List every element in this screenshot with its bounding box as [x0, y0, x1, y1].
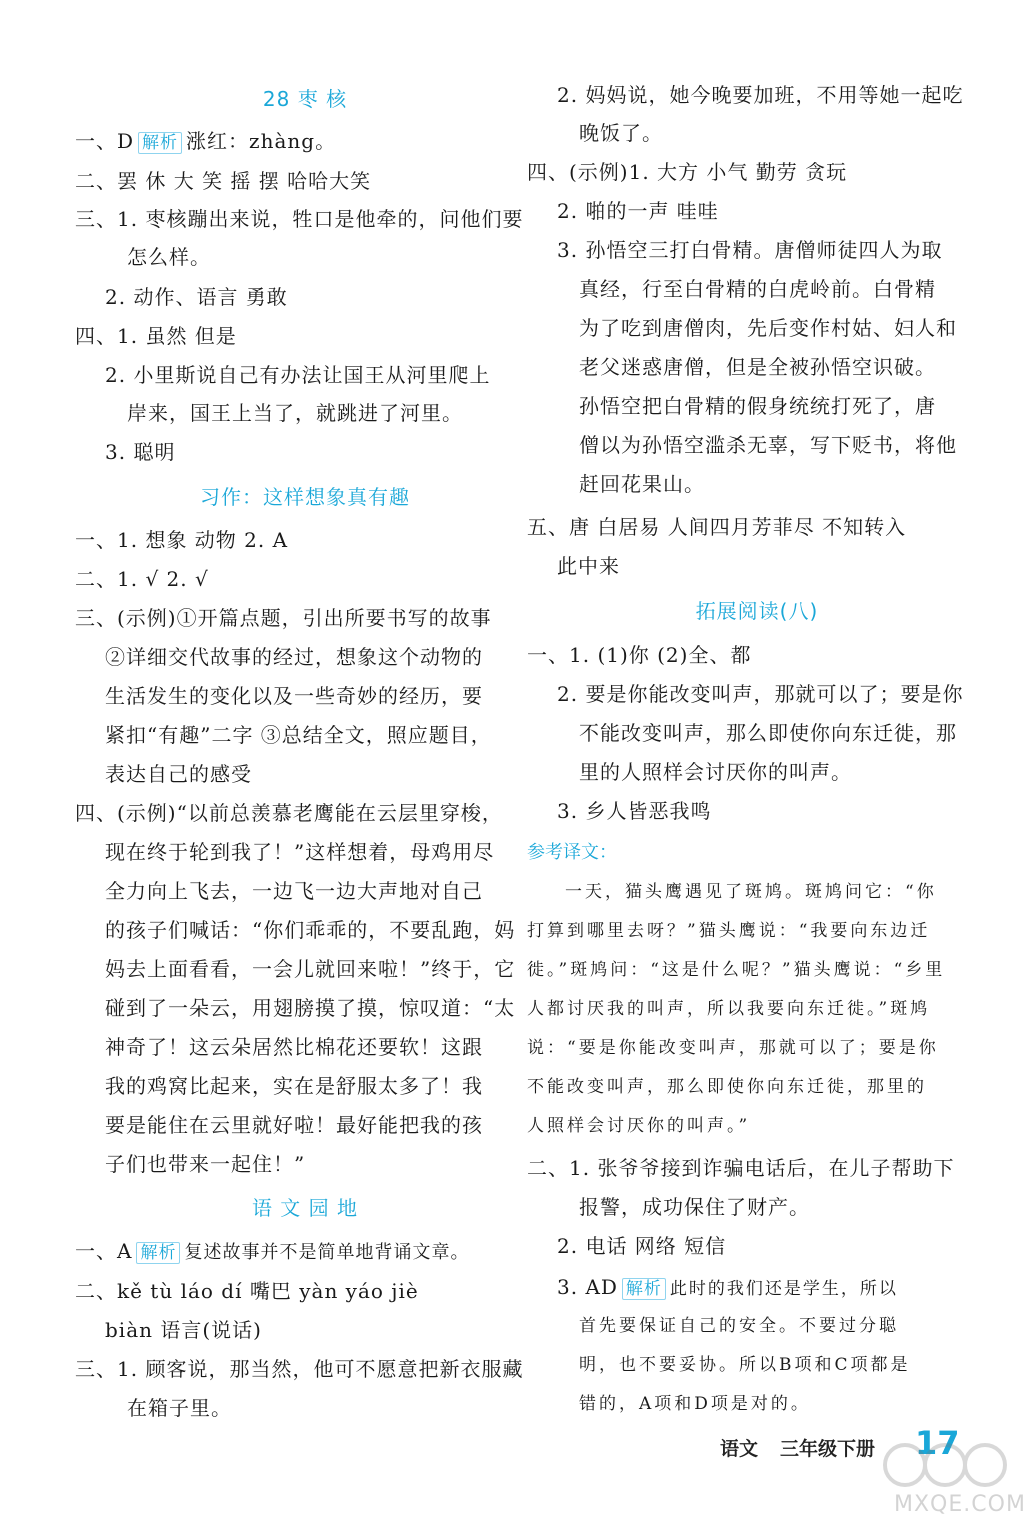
- answer-line: 二、1. √ 2. √: [75, 567, 209, 591]
- composition-title: 习作：这样想象真有趣: [200, 485, 410, 509]
- answer-line: 2. 电话 网络 短信: [557, 1234, 727, 1258]
- answer-line: 碰到了一朵云，用翅膀摸了摸，惊叹道：“太: [105, 996, 516, 1020]
- answer-line: 2. 要是你能改变叫声，那就可以了；要是你: [557, 682, 964, 706]
- answer-line: 全力向上飞去，一边飞一边大声地对自己: [105, 879, 483, 903]
- answer-line: 五、唐 白居易 人间四月芳菲尽 不知转入: [527, 515, 907, 539]
- watermark-url: MXQE.COM: [894, 1492, 1026, 1517]
- answer-line: 孙悟空把白骨精的假身统统打死了，唐: [579, 394, 936, 418]
- analysis-tag: 解析: [138, 132, 182, 154]
- answer-line: 僧以为孙悟空滥杀无辜，写下贬书，将他: [579, 433, 957, 457]
- answer-line: 子们也带来一起住！”: [105, 1152, 306, 1176]
- answer-line: 表达自己的感受: [105, 762, 252, 786]
- answer-line: biàn 语言(说话): [105, 1318, 262, 1342]
- grade-label: 三年级下册: [780, 1438, 876, 1460]
- answer-line: 此中来: [557, 554, 620, 578]
- answer-line: 2. 妈妈说，她今晚要加班，不用等她一起吃: [557, 83, 964, 107]
- answer-line: 四、(示例)1. 大方 小气 勤劳 贪玩: [527, 160, 848, 184]
- answer-line: 2. 小里斯说自己有办法让国王从河里爬上: [105, 363, 491, 387]
- answer-line: 二、1. 张爷爷接到诈骗电话后，在儿子帮助下: [527, 1156, 955, 1180]
- answer-line: 一、D 解析 涨红：zhàng。: [75, 129, 337, 153]
- translation-line: 人照样会讨厌你的叫声。”: [527, 1116, 751, 1136]
- analysis-tag: 解析: [136, 1242, 180, 1264]
- answer-line: 2. 啪的一声 哇哇: [557, 199, 719, 223]
- answer-line: 现在终于轮到我了！”这样想着，母鸡用尽: [105, 840, 495, 864]
- answer-line: 岸来，国王上当了，就跳进了河里。: [127, 401, 463, 425]
- answer-line: 要是能住在云里就好啦！最好能把我的孩: [105, 1113, 483, 1137]
- answer-line: 报警，成功保住了财产。: [579, 1195, 810, 1219]
- answer-line: 怎么样。: [127, 245, 211, 269]
- translation-line: 不能改变叫声，那么即使你向东迁徙，那里的: [527, 1077, 927, 1097]
- lesson-28-title: 28 枣 核: [262, 87, 348, 111]
- answer-line: 生活发生的变化以及一些奇妙的经历，要: [105, 684, 483, 708]
- reference-translation-label: 参考译文：: [527, 842, 617, 863]
- answer-line: 三、1. 枣核蹦出来说，牲口是他牵的，问他们要: [75, 207, 524, 231]
- chinese-garden-title: 语 文 园 地: [251, 1196, 359, 1220]
- answer-line: 3. 聪明: [105, 440, 176, 464]
- watermark-emblem-icon: [880, 1440, 1010, 1490]
- answer-line: 明，也不要妥协。所以B项和C项都是: [579, 1355, 911, 1375]
- watermark-logo: [880, 1440, 1026, 1526]
- answer-line: 神奇了！这云朵居然比棉花还要软！这跟: [105, 1035, 483, 1059]
- translation-line: 徙。”斑鸠问：“这是什么呢？”猫头鹰说：“乡里: [527, 960, 946, 980]
- answer-line: 二、kě tù láo dí 嘴巴 yàn yáo jiè: [75, 1279, 419, 1303]
- answer-line: 一、1. 想象 动物 2. A: [75, 528, 289, 552]
- answer-line: 晚饭了。: [579, 121, 663, 145]
- answer-line: 3. AD 解析 此时的我们还是学生，所以: [557, 1275, 898, 1299]
- answer-line: 3. 孙悟空三打白骨精。唐僧师徒四人为取: [557, 238, 943, 262]
- translation-line: 打算到哪里去呀？”猫头鹰说：“我要向东边迁: [527, 921, 931, 941]
- answer-line: 赶回花果山。: [579, 472, 705, 496]
- answer-line: 二、罢 休 大 笑 摇 摆 哈哈大笑: [75, 169, 372, 193]
- answer-line: 妈去上面看看，一会儿就回来啦！”终于，它: [105, 957, 516, 981]
- answer-line: 错的，A项和D项是对的。: [579, 1394, 811, 1414]
- answer-line: 的孩子们喊话：“你们乖乖的，不要乱跑，妈: [105, 918, 516, 942]
- subject-label: 语文: [720, 1438, 759, 1460]
- answer-line: 首先要保证自己的安全。不要过分聪: [579, 1316, 899, 1336]
- translation-line: 人都讨厌我的叫声，所以我要向东迁徙。”斑鸠: [527, 999, 931, 1019]
- answer-line: 3. 乡人皆恶我鸣: [557, 799, 712, 823]
- answer-line: 三、1. 顾客说，那当然，他可不愿意把新衣服藏: [75, 1357, 524, 1381]
- translation-line: 说：“要是你能改变叫声，那就可以了；要是你: [527, 1038, 939, 1058]
- answer-line: ②详细交代故事的经过，想象这个动物的: [105, 645, 483, 669]
- answer-line: 一、1. (1)你 (2)全、都: [527, 643, 752, 667]
- answer-line: 真经，行至白骨精的白虎岭前。白骨精: [579, 277, 936, 301]
- answer-line: 我的鸡窝比起来，实在是舒服太多了！我: [105, 1074, 483, 1098]
- answer-line: 里的人照样会讨厌你的叫声。: [579, 760, 852, 784]
- answer-line: 一、A 解析 复述故事并不是简单地背诵文章。: [75, 1239, 470, 1263]
- page-number: 17: [915, 1424, 960, 1462]
- answer-line: 四、1. 虽然 但是: [75, 324, 237, 348]
- answer-line: 不能改变叫声，那么即使你向东迁徙，那: [579, 721, 957, 745]
- answer-line: 紧扣“有趣”二字 ③总结全文，照应题目，: [105, 723, 492, 747]
- translation-line: 一天，猫头鹰遇见了斑鸠。斑鸠问它：“你: [565, 882, 937, 902]
- answer-line: 老父迷惑唐僧，但是全被孙悟空识破。: [579, 355, 936, 379]
- answer-line: 三、(示例)①开篇点题，引出所要书写的故事: [75, 606, 492, 630]
- answer-line: 四、(示例)“以前总羡慕老鹰能在云层里穿梭，: [75, 801, 503, 825]
- answer-line: 在箱子里。: [127, 1396, 232, 1420]
- answer-line: 为了吃到唐僧肉，先后变作村姑、妇人和: [579, 316, 957, 340]
- answer-line: 2. 动作、语言 勇敢: [105, 285, 288, 309]
- extended-reading-title: 拓展阅读(八): [695, 599, 819, 623]
- analysis-tag: 解析: [622, 1278, 666, 1300]
